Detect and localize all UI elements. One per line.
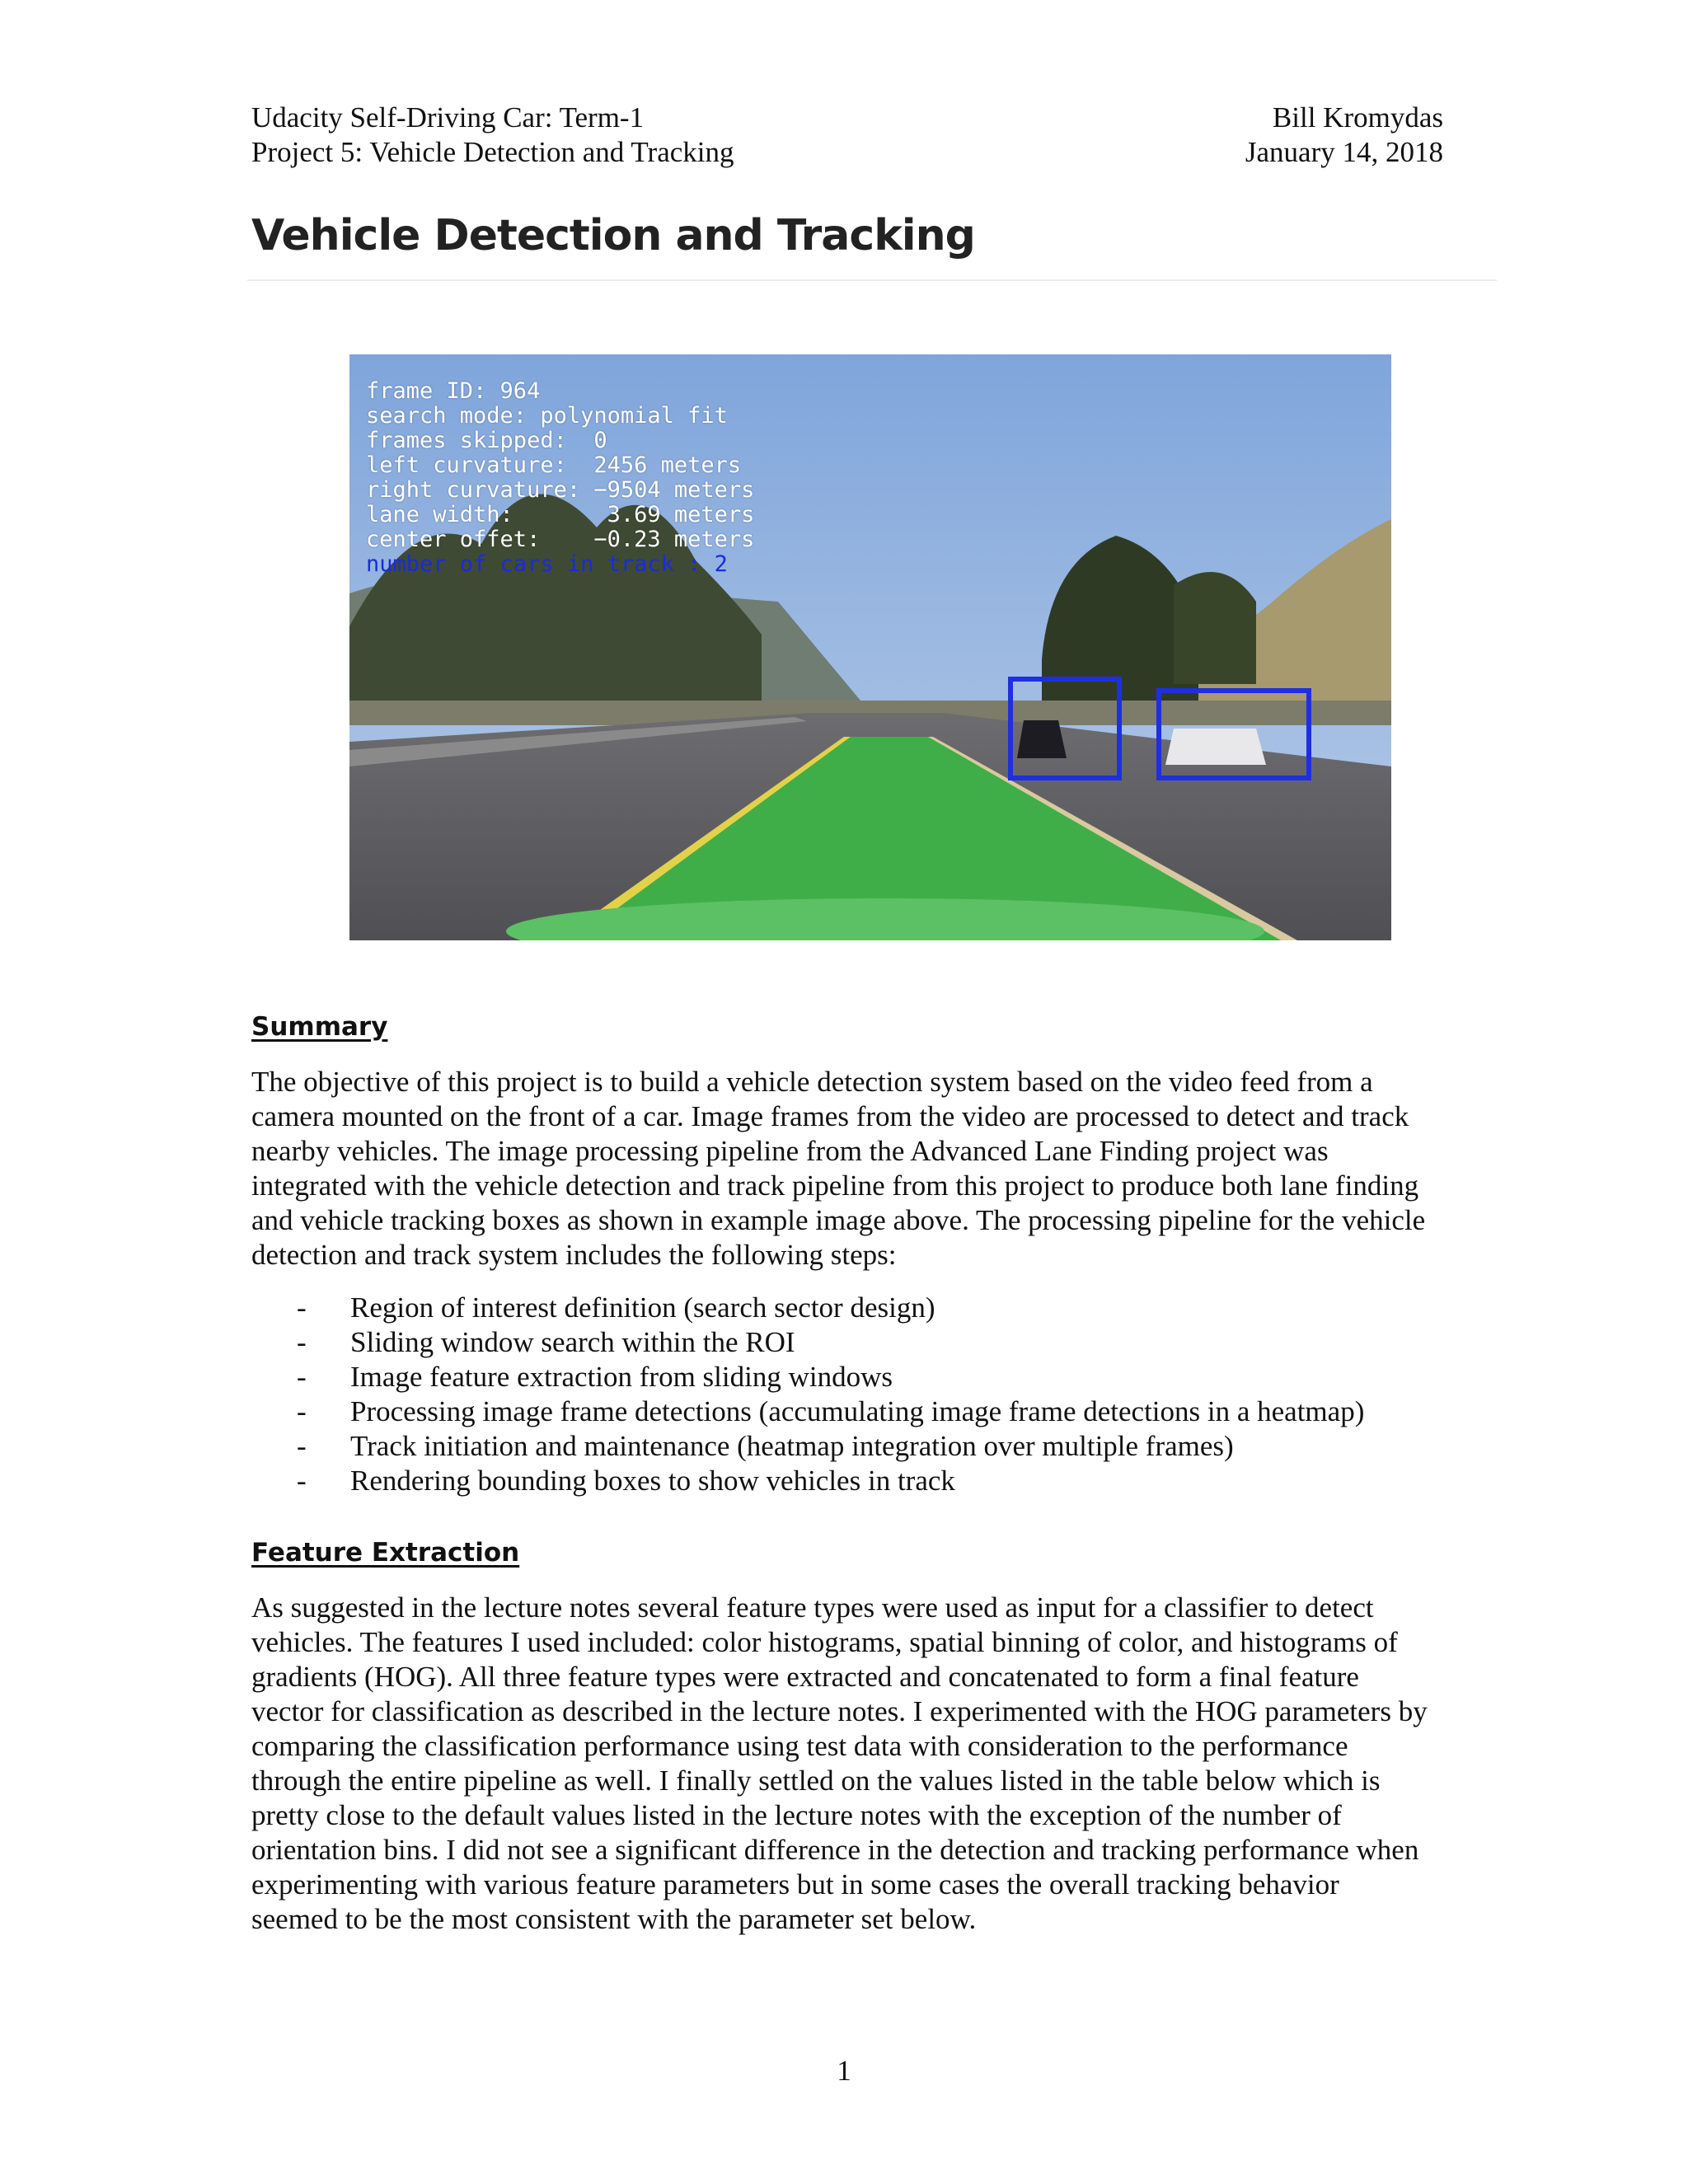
summary-line: detection and track system includes the following steps: bbox=[251, 1239, 897, 1271]
center-offset-label: center offet: −0.23 meters bbox=[366, 527, 755, 552]
road-scene-figure bbox=[349, 354, 1391, 940]
feature-line: vehicles. The features I used included: color histograms, spatial binning of color, and histograms of bbox=[251, 1626, 1398, 1658]
list-item bbox=[297, 1429, 1364, 1464]
bullet-dash: - bbox=[297, 1430, 307, 1462]
feature-line: vector for classification as described in the lecture notes. I experimented with the HOG parameters by bbox=[251, 1695, 1428, 1727]
list-item bbox=[297, 1464, 1364, 1498]
feature-line: comparing the classification performance using test data with consideration to the performance bbox=[251, 1730, 1348, 1762]
list-item bbox=[297, 1394, 1364, 1429]
pipeline-steps-list bbox=[297, 1291, 1364, 1498]
tree-far-right bbox=[1174, 572, 1256, 684]
bullet-dash: - bbox=[297, 1326, 307, 1358]
document-date: January 14, 2018 bbox=[1245, 136, 1443, 168]
page-header bbox=[251, 101, 1443, 170]
bullet-dash: - bbox=[297, 1395, 307, 1427]
bullet-dash: - bbox=[297, 1291, 307, 1324]
list-item bbox=[297, 1360, 1364, 1394]
page-number: 1 bbox=[837, 2055, 851, 2087]
project-name: Project 5: Vehicle Detection and Tracking bbox=[251, 136, 734, 168]
step-text: Region of interest definition (search sector design) bbox=[350, 1291, 935, 1324]
left-curvature-label: left curvature: 2456 meters bbox=[366, 452, 742, 478]
bullet-dash: - bbox=[297, 1465, 307, 1497]
frames-skipped-label: frames skipped: 0 bbox=[366, 428, 607, 453]
course-name: Udacity Self-Driving Car: Term-1 bbox=[251, 101, 645, 134]
step-text: Processing image frame detections (accumulating image frame detections in a heatmap) bbox=[350, 1395, 1365, 1427]
feature-line: pretty close to the default values listed in the lecture notes with the exception of the number of bbox=[251, 1799, 1342, 1831]
list-item bbox=[297, 1325, 1364, 1360]
feature-line: through the entire pipeline as well. I finally settled on the values listed in the table below which is bbox=[251, 1765, 1381, 1797]
summary-paragraph bbox=[251, 1065, 1504, 1272]
search-mode-label: search mode: polynomial fit bbox=[366, 403, 728, 429]
bullet-dash: - bbox=[297, 1361, 307, 1393]
feature-line: seemed to be the most consistent with the parameter set below. bbox=[251, 1903, 977, 1935]
lane-width-label: lane width: 3.69 meters bbox=[366, 502, 755, 527]
feature-line: orientation bins. I did not see a significant difference in the detection and tracking performance when bbox=[251, 1834, 1419, 1866]
telemetry-overlay bbox=[366, 379, 754, 577]
step-text: Track initiation and maintenance (heatmap integration over multiple frames) bbox=[350, 1430, 1234, 1462]
summary-line: integrated with the vehicle detection and track pipeline from this project to produce both lane finding bbox=[251, 1169, 1419, 1202]
author-name: Bill Kromydas bbox=[1272, 101, 1443, 134]
summary-heading: Summary bbox=[251, 1012, 388, 1042]
summary-line: nearby vehicles. The image processing pipeline from the Advanced Lane Finding project was bbox=[251, 1135, 1329, 1167]
feature-line: experimenting with various feature parameters but in some cases the overall tracking behavior bbox=[251, 1868, 1339, 1900]
summary-line: camera mounted on the front of a car. Image frames from the video are processed to detect and track bbox=[251, 1100, 1409, 1132]
step-text: Rendering bounding boxes to show vehicles in track bbox=[350, 1465, 955, 1497]
summary-line: The objective of this project is to build a vehicle detection system based on the video feed from a bbox=[251, 1066, 1373, 1098]
feature-extraction-paragraph bbox=[251, 1591, 1504, 1937]
car-white bbox=[1165, 729, 1266, 765]
frame-id-label: frame ID: 964 bbox=[366, 378, 541, 404]
feature-extraction-heading: Feature Extraction bbox=[251, 1538, 520, 1568]
car-dark bbox=[1017, 720, 1067, 758]
step-text: Sliding window search within the ROI bbox=[350, 1326, 795, 1358]
cars-in-track-label: number of cars in track : 2 bbox=[366, 551, 728, 577]
feature-line: As suggested in the lecture notes several feature types were used as input for a classifier to detect bbox=[251, 1591, 1374, 1624]
step-text: Image feature extraction from sliding windows bbox=[350, 1361, 893, 1393]
feature-line: gradients (HOG). All three feature types were extracted and concatenated to form a final feature bbox=[251, 1661, 1359, 1693]
right-curvature-label: right curvature: −9504 meters bbox=[366, 477, 755, 503]
document-title: Vehicle Detection and Tracking bbox=[251, 211, 975, 260]
summary-line: and vehicle tracking boxes as shown in example image above. The processing pipeline for the vehicle bbox=[251, 1204, 1426, 1236]
list-item bbox=[297, 1291, 1364, 1325]
title-divider bbox=[247, 279, 1497, 281]
